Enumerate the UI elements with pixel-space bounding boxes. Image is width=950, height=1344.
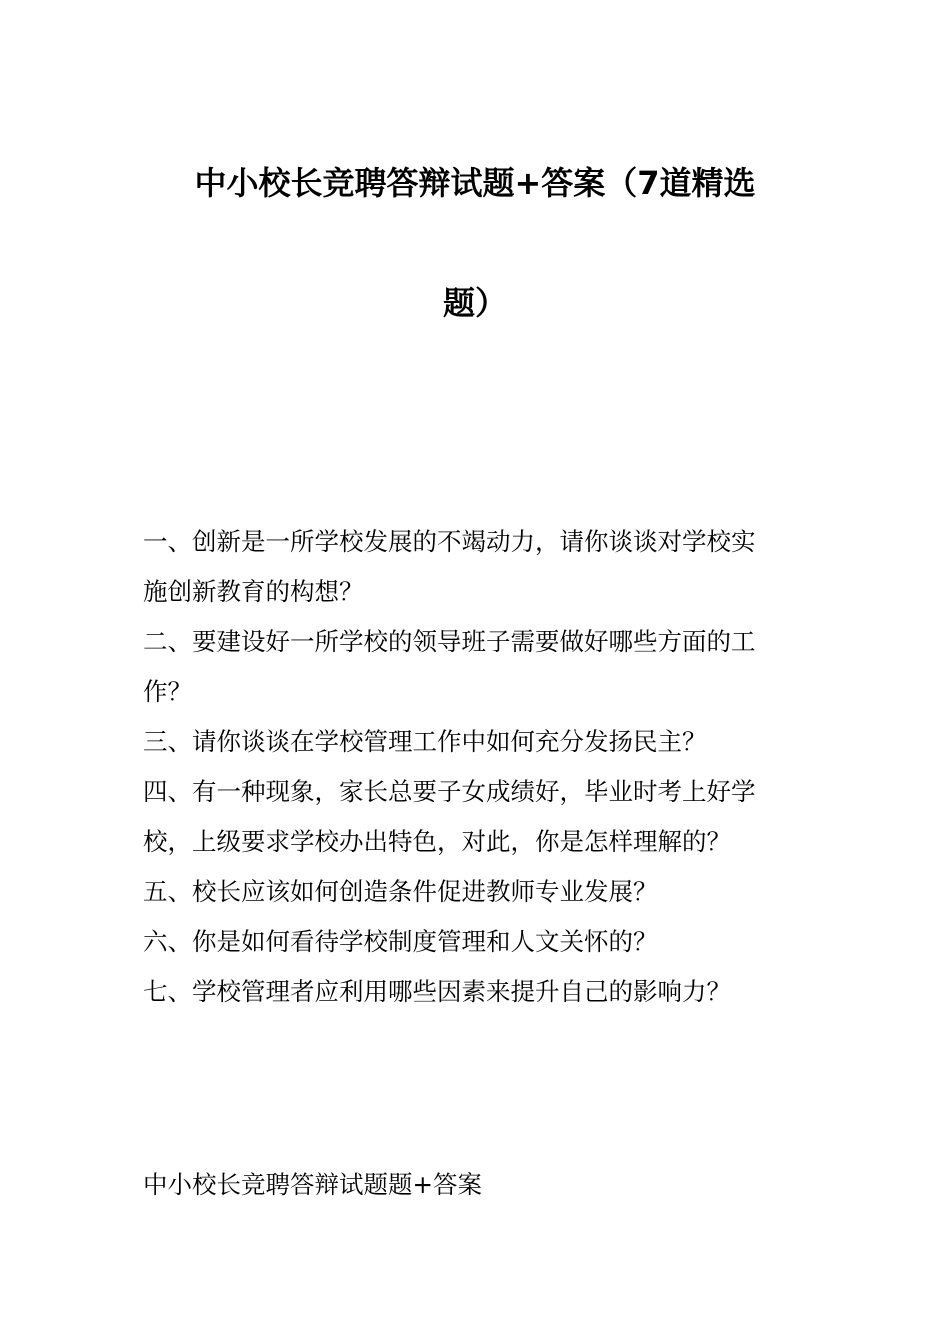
question-4-line-1: 四、有一种现象，家长总要子女成绩好，毕业时考上好学 — [143, 777, 756, 806]
document-title-line-1: 中小校长竞聘答辩试题+答案（7道精选 — [194, 164, 756, 202]
question-7: 七、学校管理者应利用哪些因素来提升自己的影响力？ — [143, 977, 731, 1006]
document-title-line-2: 题） — [442, 284, 507, 322]
question-6: 六、你是如何看待学校制度管理和人文关怀的？ — [143, 927, 658, 956]
section-subheading: 中小校长竞聘答辩试题题+答案 — [143, 1170, 483, 1199]
question-2-line-1: 二、要建设好一所学校的领导班子需要做好哪些方面的工 — [143, 627, 756, 656]
question-2-line-2: 作？ — [143, 677, 192, 706]
question-1-line-1: 一、创新是一所学校发展的不竭动力，请你谈谈对学校实 — [143, 527, 756, 556]
question-3: 三、请你谈谈在学校管理工作中如何充分发扬民主？ — [143, 727, 707, 756]
question-4-line-2: 校，上级要求学校办出特色，对此，你是怎样理解的？ — [143, 827, 731, 856]
question-1-line-2: 施创新教育的构想？ — [143, 577, 364, 606]
question-list — [143, 517, 813, 1017]
question-5: 五、校长应该如何创造条件促进教师专业发展？ — [143, 877, 658, 906]
